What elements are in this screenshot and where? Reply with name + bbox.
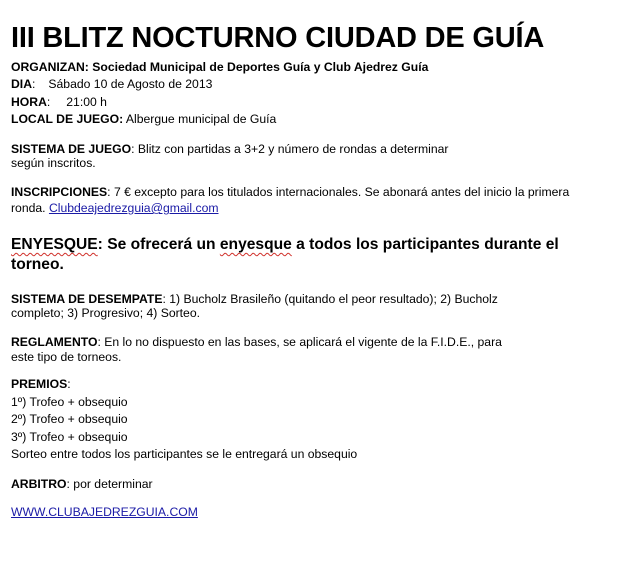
website-link[interactable]: WWW.CLUBAJEDREZGUIA.COM: [11, 505, 198, 519]
dia-sep: :: [32, 77, 36, 91]
enyesque-word: ENYESQUE: [11, 236, 98, 253]
arbitro-value: : por determinar: [66, 477, 153, 491]
hora-line: [11, 94, 107, 110]
hora-value: 21:00 h: [66, 95, 107, 109]
arbitro-line: [11, 476, 153, 492]
premios-heading: [11, 376, 71, 392]
desempate-label: SISTEMA DE DESEMPATE: [11, 292, 163, 306]
reglamento-line-1: [11, 334, 502, 350]
email-link[interactable]: Clubdeajedrezguia@gmail.com: [48, 201, 219, 215]
organizan-label: ORGANIZAN:: [11, 60, 89, 74]
dia-value: Sábado 10 de Agosto de 2013: [48, 77, 213, 91]
enyesque-line-1: [11, 234, 559, 255]
enyesque-text-a: : Se ofrecerá un: [97, 236, 220, 253]
sistema-label: SISTEMA DE JUEGO: [11, 142, 132, 156]
reglamento-label: REGLAMENTO: [11, 335, 98, 349]
enyesque-line-2: torneo.: [11, 256, 64, 273]
premio-item-2: 2º) Trofeo + obsequio: [11, 412, 128, 426]
hora-label: HORA: [11, 95, 47, 109]
enyesque-text-b: a todos los participantes durante el: [291, 236, 559, 253]
organizan-line: [11, 59, 428, 75]
premios-label: PREMIOS: [11, 377, 68, 391]
organizan-value: Sociedad Municipal de Deportes Guía y Club Ajedrez Guía: [92, 60, 429, 74]
premio-item-3: 3º) Trofeo + obsequio: [11, 430, 128, 444]
dia-label: DIA: [11, 77, 32, 91]
desempate-text-1: : 1) Bucholz Brasileño (quitando el peor resultado); 2) Bucholz: [162, 292, 498, 306]
inscripciones-text-1: : 7 € excepto para los titulados internacionales. Se abonará antes del inicio la primera: [107, 185, 570, 199]
inscripciones-line-2: [11, 200, 219, 216]
arbitro-label: ARBITRO: [11, 477, 67, 491]
inscripciones-line-1: [11, 184, 569, 200]
reglamento-text-1: : En lo no dispuesto en las bases, se aplicará el vigente de la F.I.D.E., para: [97, 335, 502, 349]
reglamento-line-2: este tipo de torneos.: [11, 350, 122, 364]
local-line: [11, 111, 276, 127]
enyesque-inline-word: enyesque: [219, 236, 292, 253]
page-title: III BLITZ NOCTURNO CIUDAD DE GUÍA: [11, 22, 545, 54]
dia-line: [11, 76, 212, 92]
premios-sorteo: Sorteo entre todos los participantes se le entregará un obsequio: [11, 447, 358, 461]
website-line: [11, 504, 198, 520]
sistema-text-1: : Blitz con partidas a 3+2 y número de rondas a determinar: [131, 142, 449, 156]
sistema-line-2: según inscritos.: [11, 156, 96, 170]
local-label: LOCAL DE JUEGO:: [11, 112, 124, 126]
inscripciones-label: INSCRIPCIONES: [11, 185, 108, 199]
desempate-line-2: completo; 3) Progresivo; 4) Sorteo.: [11, 306, 200, 320]
inscripciones-text-2: ronda.: [11, 201, 49, 215]
premios-colon: :: [67, 377, 71, 391]
hora-sep: :: [46, 95, 51, 109]
local-value: Albergue municipal de Guía: [125, 112, 277, 126]
premio-item-1: 1º) Trofeo + obsequio: [11, 395, 128, 409]
